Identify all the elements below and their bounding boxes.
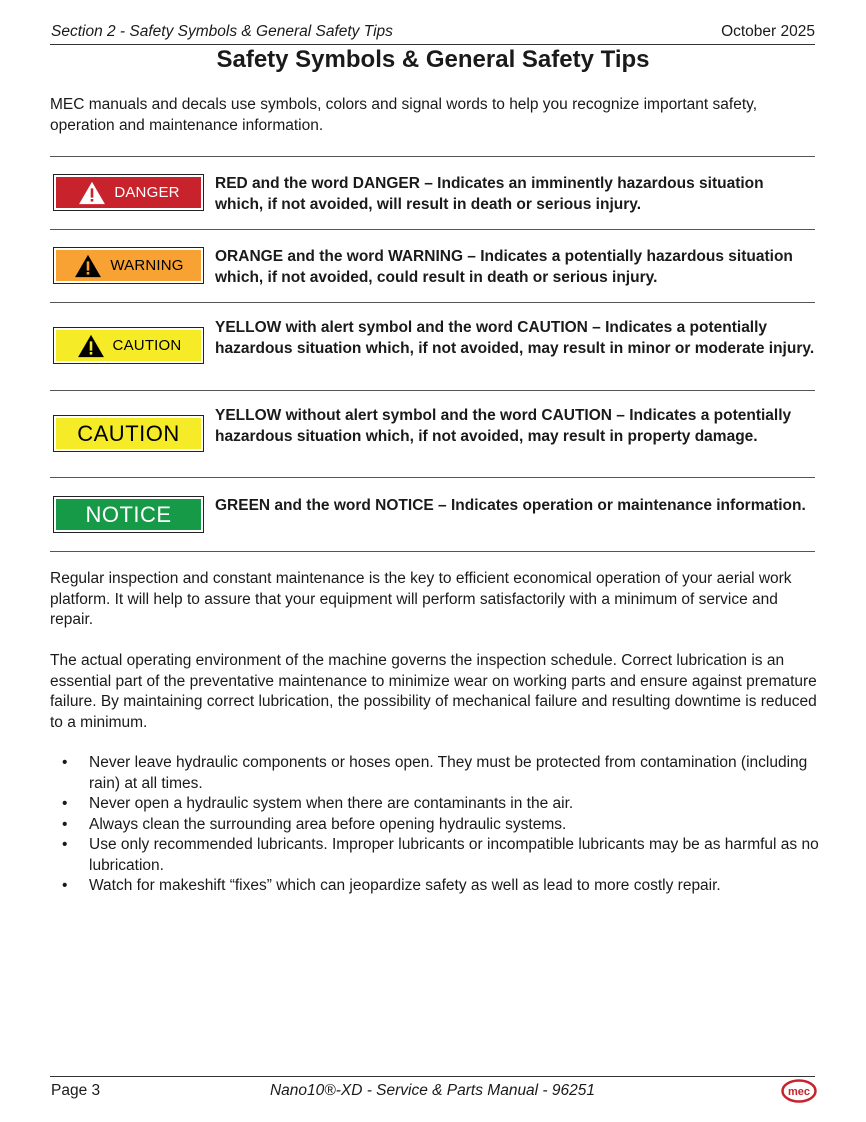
mec-logo-icon <box>781 1079 817 1103</box>
list-item <box>50 835 820 876</box>
sign-label: DANGER <box>114 184 180 201</box>
list-item <box>50 753 820 794</box>
notice-sign <box>53 496 204 533</box>
bullet-dot: • <box>62 815 68 833</box>
page-title: Safety Symbols & General Safety Tips <box>216 46 650 73</box>
list-item-text: Never leave hydraulic components or hoses open. They must be protected from contamination (including rain) at all times. <box>89 754 808 792</box>
legend-description: YELLOW without alert symbol and the word CAUTION – Indicates a potentially hazardous situation which, if not avoided, may result in property damage. <box>215 407 792 445</box>
header-section: Section 2 - Safety Symbols & General Safety Tips <box>51 23 393 40</box>
bullet-dot: • <box>62 754 68 771</box>
page-footer <box>50 1076 815 1103</box>
logo-text: mec <box>787 1086 811 1098</box>
list-item <box>50 794 820 815</box>
bullet-dot: • <box>62 795 68 812</box>
sign-fill <box>56 330 201 361</box>
legend-row-caution-alert <box>50 303 815 391</box>
inspection-paragraph: Regular inspection and constant maintenance is the key to efficient economical operation of your aerial work platform. It will help to assure that your equipment will perform satisfactorily with a minimum of service and repair. <box>50 570 792 628</box>
legend-description: ORANGE and the word WARNING – Indicates a potentially hazardous situation which, if not avoided, could result in death or serious injury. <box>215 248 793 286</box>
sign-fill <box>56 250 201 281</box>
sign-fill <box>56 418 201 449</box>
list-item-text: Never open a hydraulic system when there are contaminants in the air. <box>89 795 574 812</box>
lubrication-paragraph: The actual operating environment of the machine governs the inspection schedule. Correct lubrication is an essential part of the preventative maintenance to minimize wear on working parts and ensure against premature failure. By maintaining correct lubrication, the possibility of mechanical failure and resulting downtime is reduced to a minimum. <box>50 652 817 731</box>
header-date: October 2025 <box>721 23 815 40</box>
sign-fill <box>56 177 201 208</box>
legend-row-notice <box>50 478 815 552</box>
legend-row-danger <box>50 157 815 230</box>
legend-description: RED and the word DANGER – Indicates an imminently hazardous situation which, if not avoided, will result in death or serious injury. <box>215 175 764 213</box>
legend-row-caution <box>50 391 815 478</box>
bullet-dot: • <box>62 836 68 853</box>
sign-label: CAUTION <box>112 337 182 354</box>
signal-word-legend <box>50 156 815 552</box>
caution-sign <box>53 415 204 452</box>
hydraulic-tips-list <box>50 753 820 897</box>
page-number: Page 3 <box>51 1082 101 1099</box>
legend-description: GREEN and the word NOTICE – Indicates operation or maintenance information. <box>215 497 806 514</box>
legend-description: YELLOW with alert symbol and the word CAUTION – Indicates a potentially hazardous situation which, if not avoided, may result in minor or moderate injury. <box>215 319 815 357</box>
list-item-text: Use only recommended lubricants. Improper lubricants or incompatible lubricants may be as harmful as no lubrication. <box>89 836 819 874</box>
manual-title: Nano10®-XD - Service & Parts Manual - 96251 <box>269 1082 595 1099</box>
list-item <box>50 876 820 897</box>
warning-sign <box>53 247 204 284</box>
sign-label: CAUTION <box>77 420 180 446</box>
list-item-text: Watch for makeshift “fixes” which can jeopardize safety as well as lead to more costly repair. <box>89 877 721 894</box>
intro-paragraph: MEC manuals and decals use symbols, colors and signal words to help you recognize important safety, operation and maintenance information. <box>50 96 758 134</box>
alert-triangle-icon <box>76 334 106 358</box>
list-item <box>50 815 820 836</box>
alert-triangle-icon <box>77 181 107 205</box>
danger-sign <box>53 174 204 211</box>
alert-triangle-icon <box>73 254 103 278</box>
list-item-text: Always clean the surrounding area before opening hydraulic systems. <box>89 815 567 833</box>
bullet-dot: • <box>62 877 68 894</box>
sign-fill <box>56 499 201 530</box>
sign-label: WARNING <box>110 257 184 274</box>
sign-label: NOTICE <box>85 501 172 527</box>
page-header <box>50 22 815 45</box>
legend-row-warning <box>50 230 815 303</box>
caution-alert-sign <box>53 327 204 364</box>
